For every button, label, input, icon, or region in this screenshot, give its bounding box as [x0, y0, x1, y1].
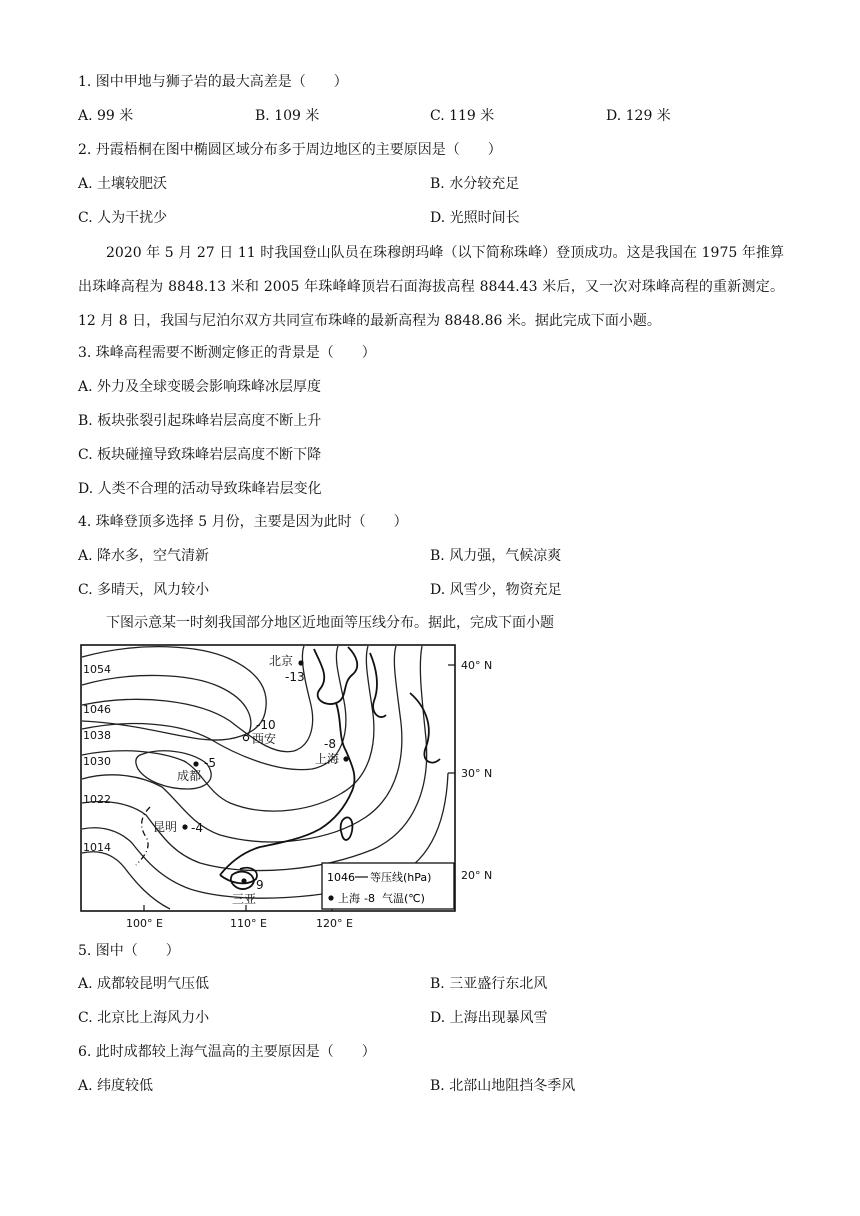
legend-isobar-label: 等压线(hPa)	[370, 871, 432, 884]
q4-option-c: C. 多晴天，风力较小	[78, 582, 210, 598]
map-legend	[322, 863, 454, 909]
legend-city: 上海	[338, 892, 360, 905]
city-name-shanghai: 上海	[315, 752, 340, 766]
isobar-label: 1030	[83, 755, 111, 768]
longitude-label: 110° E	[230, 917, 267, 930]
city-temp-shanghai: -8	[324, 737, 336, 751]
city-dot-chengdu	[193, 761, 198, 766]
city-name-beijing: 北京	[269, 654, 294, 668]
isobar-label: 1038	[83, 729, 111, 742]
q2-option-a: A. 土壤较肥沃	[78, 176, 168, 192]
q5-option-a: A. 成都较昆明气压低	[78, 976, 210, 992]
q6-option-a: A. 纬度较低	[78, 1078, 154, 1094]
q5-option-d: D. 上海出现暴风雪	[430, 1010, 548, 1026]
city-dot-beijing	[298, 660, 303, 665]
city-temp-sanya: 9	[256, 878, 264, 892]
city-dot-kunming	[182, 824, 187, 829]
isobar-label: 1014	[83, 841, 111, 854]
q1-option-c: C. 119 米	[430, 108, 495, 124]
isobar-label: 1054	[83, 663, 111, 676]
q1-option-d: D. 129 米	[606, 108, 671, 124]
city-name-sanya: 三亚	[232, 892, 257, 906]
city-dot-shanghai	[343, 756, 348, 761]
latitude-label: 40° N	[461, 659, 493, 672]
q4-option-b: B. 风力强，气候凉爽	[430, 548, 562, 564]
q3-option-c: C. 板块碰撞导致珠峰岩层高度不断下降	[78, 447, 322, 463]
q1-option-a: A. 99 米	[78, 108, 134, 124]
isobar-label: 1046	[83, 703, 111, 716]
city-temp-xian: -10	[256, 718, 276, 732]
passage-everest: 2020 年 5 月 27 日 11 时我国登山队员在珠穆朗玛峰（以下简称珠峰）登顶成功。这是我国在 1975 年推算出珠峰高程为 8848.13 米和 2005 年珠峰峰顶岩石面海拔高程 8844.43 米后，又一次对珠峰高程的重新测定。12 月 8 日，我国与尼泊尔双方共同宣布珠峰的最新高程为 8848.86 米。据此完成下面小题。	[78, 245, 784, 329]
q2-option-b: B. 水分较充足	[430, 176, 520, 192]
q5-stem: 5. 图中（ ）	[78, 943, 180, 959]
q4-option-a: A. 降水多，空气清新	[78, 548, 210, 564]
city-temp-kunming: -4	[191, 821, 203, 835]
city-temp-beijing: -13	[285, 670, 305, 684]
isobar-map	[80, 643, 500, 933]
q3-option-b: B. 板块张裂引起珠峰岩层高度不断上升	[78, 413, 322, 429]
q6-option-b: B. 北部山地阻挡冬季风	[430, 1078, 576, 1094]
q4-option-d: D. 风雪少，物资充足	[430, 582, 562, 598]
legend-temp-label: 气温(℃)	[382, 892, 425, 905]
q3-option-d: D. 人类不合理的活动导致珠峰岩层变化	[78, 481, 322, 497]
q6-stem: 6. 此时成都较上海气温高的主要原因是（ ）	[78, 1044, 376, 1060]
latitude-label: 30° N	[461, 767, 493, 780]
city-dot-xian	[243, 735, 248, 740]
q2-option-d: D. 光照时间长	[430, 210, 520, 226]
city-name-xian: 西安	[252, 732, 277, 746]
legend-temp: -8	[364, 892, 375, 905]
q2-option-c: C. 人为干扰少	[78, 210, 168, 226]
latitude-label: 20° N	[461, 869, 493, 882]
q1-stem: 1. 图中甲地与狮子岩的最大高差是（ ）	[78, 74, 348, 90]
q2-stem: 2. 丹霞梧桐在图中椭圆区域分布多于周边地区的主要原因是（ ）	[78, 142, 502, 158]
q3-option-a: A. 外力及全球变暖会影响珠峰冰层厚度	[78, 379, 322, 395]
passage-isobar-intro: 下图示意某一时刻我国部分地区近地面等压线分布。据此，完成下面小题	[106, 615, 554, 631]
city-name-chengdu: 成都	[177, 769, 202, 783]
q5-option-c: C. 北京比上海风力小	[78, 1010, 210, 1026]
longitude-label: 120° E	[316, 917, 353, 930]
isobar-label: 1022	[83, 793, 111, 806]
q3-stem: 3. 珠峰高程需要不断测定修正的背景是（ ）	[78, 345, 376, 361]
q5-option-b: B. 三亚盛行东北风	[430, 976, 548, 992]
legend-isobar-value: 1046	[327, 871, 355, 884]
q1-option-b: B. 109 米	[255, 108, 320, 124]
city-temp-chengdu: -5	[204, 756, 216, 770]
q4-stem: 4. 珠峰登顶多选择 5 月份，主要是因为此时（ ）	[78, 514, 408, 530]
city-dot-sanya	[241, 878, 246, 883]
longitude-label: 100° E	[126, 917, 163, 930]
city-name-kunming: 昆明	[153, 820, 178, 834]
